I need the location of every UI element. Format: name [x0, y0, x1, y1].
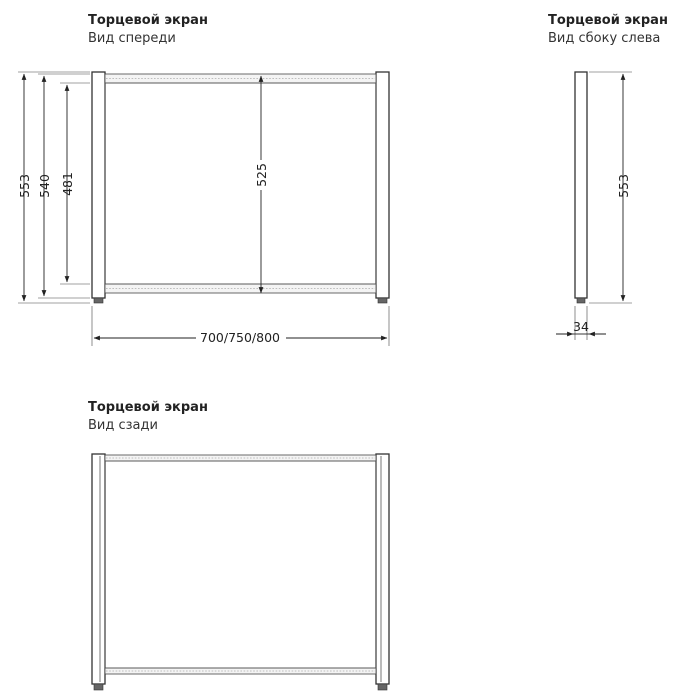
front-panel	[105, 83, 376, 284]
side-post	[575, 72, 587, 298]
back-view-title: Торцевой экран	[88, 400, 208, 415]
back-view	[88, 400, 389, 690]
front-view	[17, 13, 389, 346]
back-right-post	[376, 454, 389, 684]
front-left-post	[92, 72, 105, 298]
side-dim-553-label: 553	[616, 174, 631, 198]
back-right-foot	[378, 684, 387, 690]
front-view-subtitle: Вид спереди	[88, 31, 176, 46]
dim-525-label: 525	[254, 163, 269, 187]
side-view	[548, 13, 668, 340]
side-view-subtitle: Вид сбоку слева	[548, 31, 661, 46]
front-view-title: Торцевой экран	[88, 13, 208, 28]
back-left-foot	[94, 684, 103, 690]
front-left-foot	[94, 298, 103, 303]
back-view-subtitle: Вид сзади	[88, 418, 158, 433]
side-foot	[577, 298, 585, 303]
side-view-title: Торцевой экран	[548, 13, 668, 28]
front-right-post	[376, 72, 389, 298]
dim-540-label: 540	[37, 174, 52, 198]
dim-481-label: 481	[60, 172, 75, 196]
back-panel	[105, 461, 376, 668]
back-left-post	[92, 454, 105, 684]
front-right-foot	[378, 298, 387, 303]
side-dim-34-label: 34	[573, 319, 589, 334]
dim-width-label: 700/750/800	[200, 330, 280, 345]
dim-553-label: 553	[17, 174, 32, 198]
